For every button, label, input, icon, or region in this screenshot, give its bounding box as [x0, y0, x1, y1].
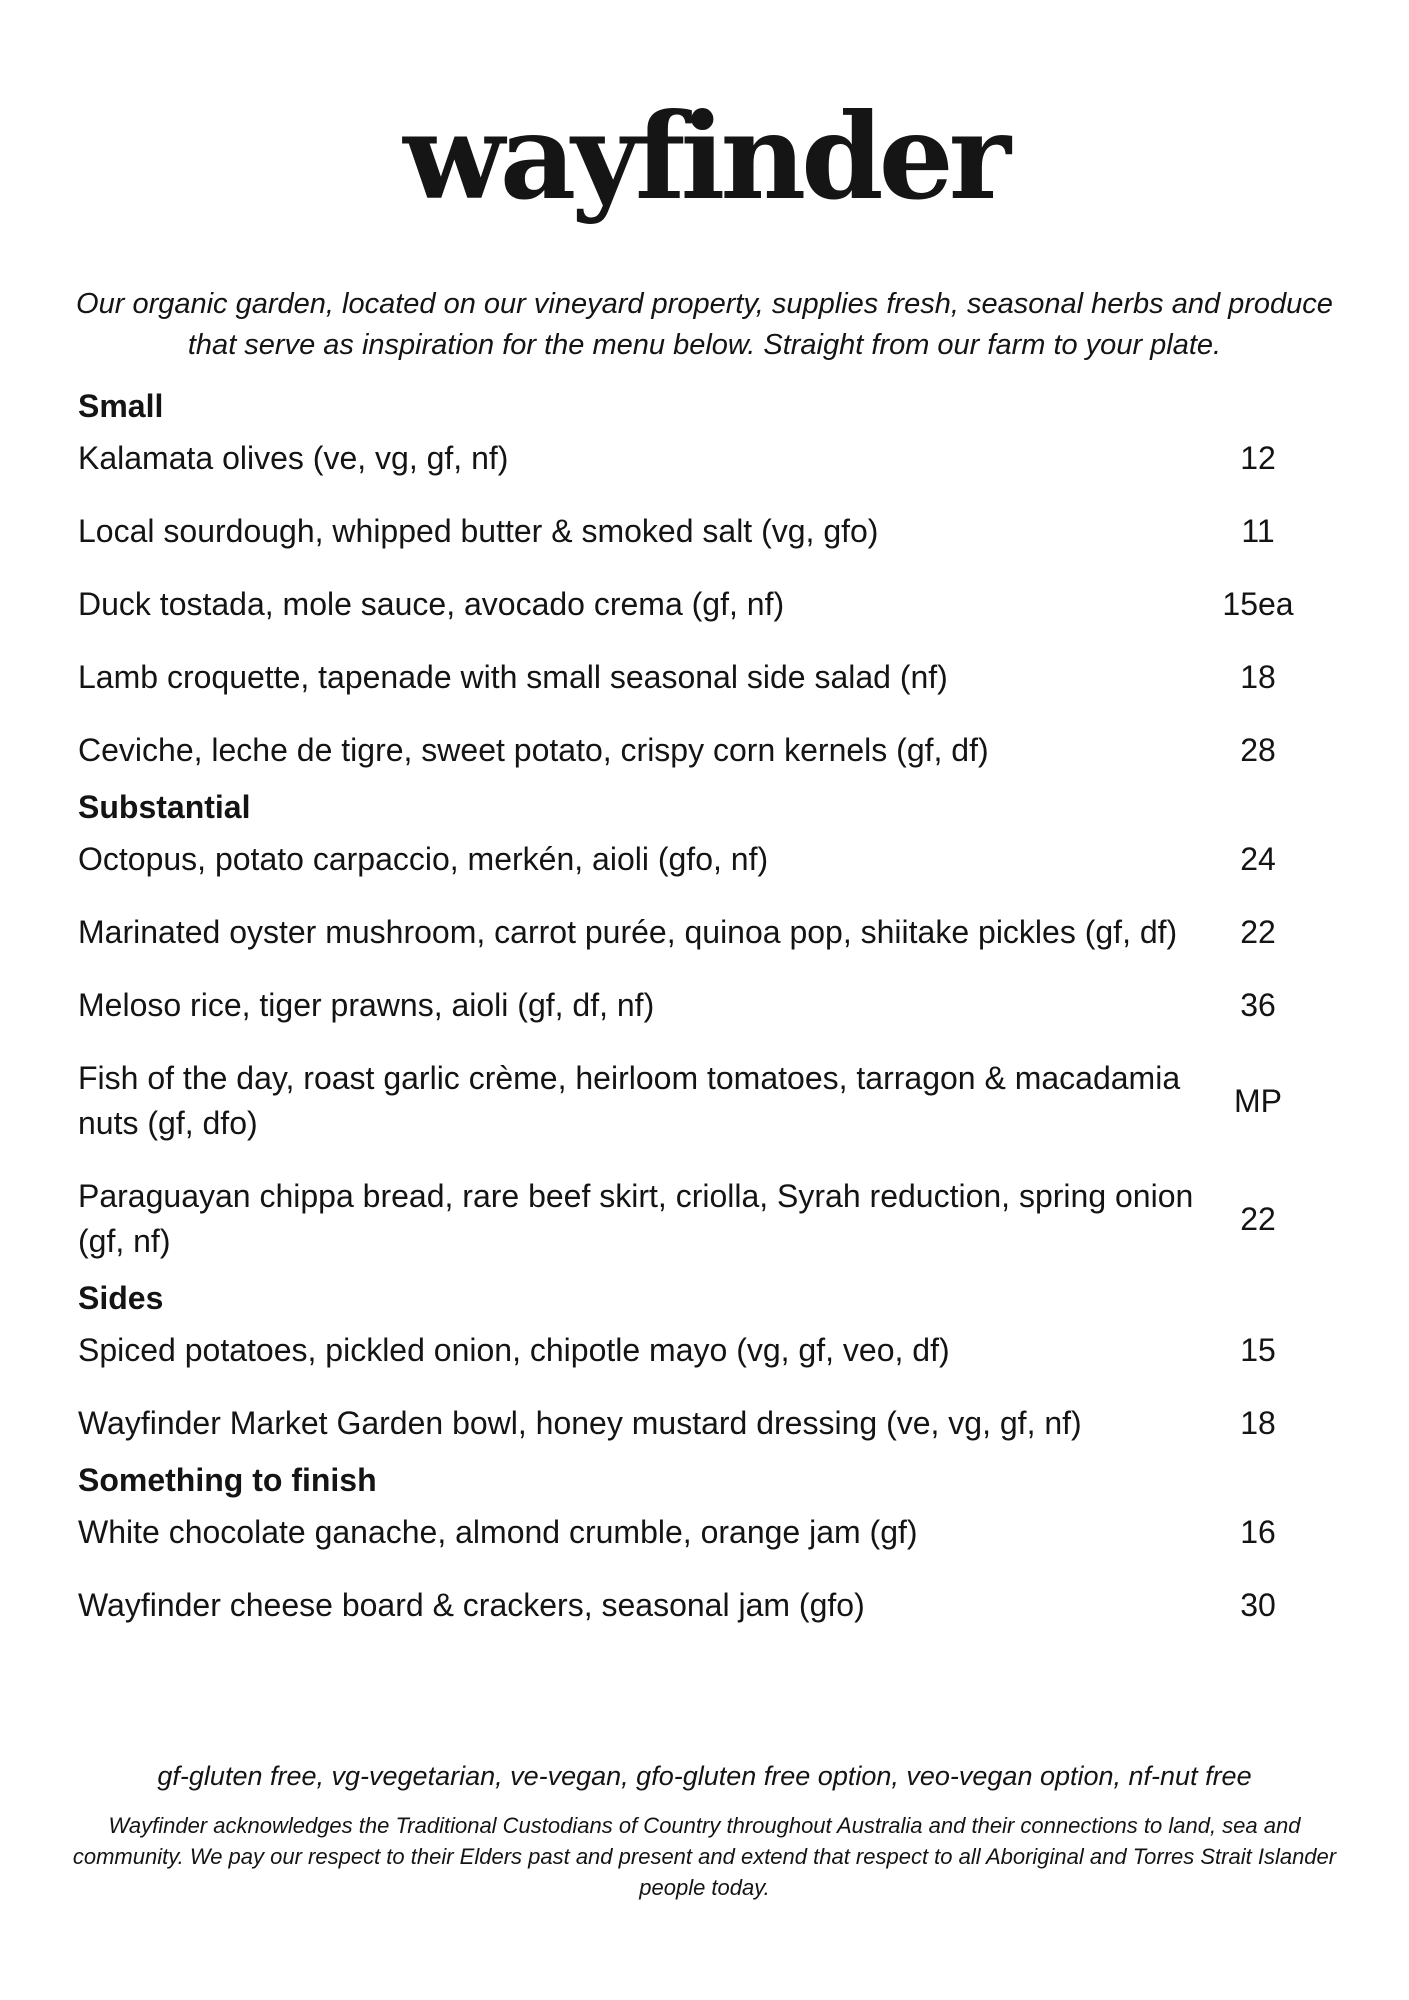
item-price: 12: [1240, 440, 1276, 476]
item-name: Paraguayan chippa bread, rare beef skirt, criolla, Syrah reduction, spring onion (gf, nf): [78, 1178, 1194, 1259]
menu: [78, 386, 1338, 1642]
acknowledgement-of-country: Wayfinder acknowledges the Traditional Custodians of Country throughout Australia and their connections to land, sea and community. We pay our respect to their Elders past and present and extend that respect to all Aboriginal and Torres Strait Islander people today.: [72, 1813, 1337, 1900]
section-title: Substantial: [78, 789, 251, 825]
item-price: 18: [1240, 659, 1276, 695]
item-price: 36: [1240, 987, 1276, 1023]
item-name: Kalamata olives (ve, vg, gf, nf): [78, 440, 509, 476]
item-price: 15: [1240, 1332, 1276, 1368]
item-name: Local sourdough, whipped butter & smoked salt (vg, gfo): [78, 513, 879, 549]
item-price: 16: [1240, 1514, 1276, 1550]
item-name: Lamb croquette, tapenade with small seasonal side salad (nf): [78, 659, 948, 695]
menu-item: [78, 983, 1338, 1028]
item-price: 30: [1240, 1587, 1276, 1623]
section-title: Something to finish: [78, 1462, 377, 1498]
menu-item: [78, 509, 1338, 554]
menu-item: [78, 1328, 1338, 1373]
menu-item: [78, 436, 1338, 481]
menu-item: [78, 1056, 1338, 1146]
menu-item: [78, 837, 1338, 882]
item-name: Octopus, potato carpaccio, merkén, aioli (gfo, nf): [78, 841, 769, 877]
item-name: Wayfinder Market Garden bowl, honey mustard dressing (ve, vg, gf, nf): [78, 1405, 1082, 1441]
menu-item: [78, 1583, 1338, 1628]
item-name: Duck tostada, mole sauce, avocado crema (gf, nf): [78, 586, 785, 622]
wayfinder-logo: wayfinder: [403, 87, 1006, 226]
section-small: [78, 386, 1338, 773]
item-name: Marinated oyster mushroom, carrot purée, quinoa pop, shiitake pickles (gf, df): [78, 914, 1178, 950]
section-something-to-finish: [78, 1460, 1338, 1628]
menu-item: [78, 1510, 1338, 1555]
intro-text: Our organic garden, located on our vineyard property, supplies fresh, seasonal herbs and produce that serve as inspiration for the menu below. Straight from our farm to your plate.: [76, 288, 1333, 361]
item-name: White chocolate ganache, almond crumble, orange jam (gf): [78, 1514, 918, 1550]
section-title: Sides: [78, 1280, 164, 1316]
item-name: Fish of the day, roast garlic crème, heirloom tomatoes, tarragon & macadamia nuts (gf, dfo): [78, 1060, 1181, 1141]
item-price: 22: [1240, 914, 1276, 950]
item-price: 24: [1240, 841, 1276, 877]
item-name: Wayfinder cheese board & crackers, seasonal jam (gfo): [78, 1587, 865, 1623]
menu-item: [78, 1401, 1338, 1446]
item-price: 22: [1240, 1200, 1276, 1237]
menu-item: [78, 582, 1338, 627]
item-name: Spiced potatoes, pickled onion, chipotle mayo (vg, gf, veo, df): [78, 1332, 950, 1368]
menu-item: [78, 1174, 1338, 1264]
item-price: MP: [1234, 1082, 1282, 1119]
dietary-legend: gf-gluten free, vg-vegetarian, ve-vegan, gfo-gluten free option, veo-vegan option, nf-nut free: [157, 1761, 1252, 1791]
item-name: Meloso rice, tiger prawns, aioli (gf, df, nf): [78, 987, 655, 1023]
item-price: 18: [1240, 1405, 1276, 1441]
item-price: 11: [1241, 513, 1275, 549]
section-title: Small: [78, 388, 164, 424]
item-name: Ceviche, leche de tigre, sweet potato, crispy corn kernels (gf, df): [78, 732, 989, 768]
menu-item: [78, 910, 1338, 955]
item-price: 28: [1240, 732, 1276, 768]
menu-item: [78, 655, 1338, 700]
section-sides: [78, 1278, 1338, 1446]
section-substantial: [78, 787, 1338, 1264]
item-price: 15ea: [1222, 586, 1294, 622]
menu-item: [78, 728, 1338, 773]
